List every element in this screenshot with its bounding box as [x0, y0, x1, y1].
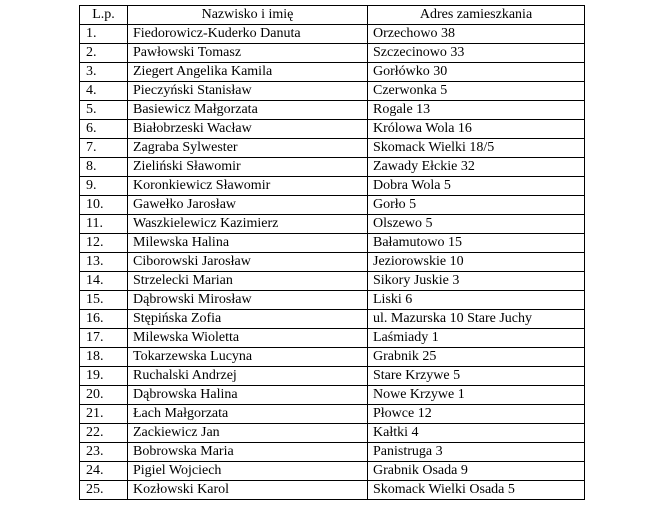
row-address: Orzechowo 38	[368, 25, 585, 44]
row-address: Gorłówko 30	[368, 63, 585, 82]
row-name: Ziegert Angelika Kamila	[128, 63, 368, 82]
row-address: Grabnik 25	[368, 348, 585, 367]
row-number: 8.	[80, 158, 128, 177]
table-row	[80, 234, 585, 253]
row-name: Kozłowski Karol	[128, 481, 368, 500]
row-name: Basiewicz Małgorzata	[128, 101, 368, 120]
row-address: Olszewo 5	[368, 215, 585, 234]
table-row	[80, 348, 585, 367]
table-row	[80, 329, 585, 348]
row-name: Pawłowski Tomasz	[128, 44, 368, 63]
row-name: Bobrowska Maria	[128, 443, 368, 462]
row-number: 10.	[80, 196, 128, 215]
row-address: Nowe Krzywe 1	[368, 386, 585, 405]
table-row	[80, 253, 585, 272]
row-name: Łach Małgorzata	[128, 405, 368, 424]
residents-table	[79, 5, 585, 500]
row-address: Dobra Wola 5	[368, 177, 585, 196]
row-number: 23.	[80, 443, 128, 462]
table-row	[80, 424, 585, 443]
header-lp: L.p.	[80, 6, 128, 25]
row-address: Laśmiady 1	[368, 329, 585, 348]
row-address: Liski 6	[368, 291, 585, 310]
row-address: Skomack Wielki 18/5	[368, 139, 585, 158]
row-number: 5.	[80, 101, 128, 120]
row-address: Bałamutowo 15	[368, 234, 585, 253]
table-row	[80, 82, 585, 101]
table-body	[80, 25, 585, 500]
row-address: Królowa Wola 16	[368, 120, 585, 139]
row-number: 1.	[80, 25, 128, 44]
row-name: Milewska Wioletta	[128, 329, 368, 348]
row-number: 21.	[80, 405, 128, 424]
header-name: Nazwisko i imię	[128, 6, 368, 25]
row-number: 17.	[80, 329, 128, 348]
row-number: 18.	[80, 348, 128, 367]
row-address: Jeziorowskie 10	[368, 253, 585, 272]
row-address: Czerwonka 5	[368, 82, 585, 101]
row-address: Gorło 5	[368, 196, 585, 215]
row-number: 2.	[80, 44, 128, 63]
table-row	[80, 462, 585, 481]
row-name: Pigiel Wojciech	[128, 462, 368, 481]
table-row	[80, 291, 585, 310]
row-name: Fiedorowicz-Kuderko Danuta	[128, 25, 368, 44]
row-name: Tokarzewska Lucyna	[128, 348, 368, 367]
row-number: 22.	[80, 424, 128, 443]
row-number: 13.	[80, 253, 128, 272]
table-row	[80, 215, 585, 234]
row-address: Stare Krzywe 5	[368, 367, 585, 386]
row-number: 7.	[80, 139, 128, 158]
row-number: 14.	[80, 272, 128, 291]
table-row	[80, 25, 585, 44]
row-number: 15.	[80, 291, 128, 310]
row-address: ul. Mazurska 10 Stare Juchy	[368, 310, 585, 329]
table-row	[80, 120, 585, 139]
row-address: Zawady Ełckie 32	[368, 158, 585, 177]
row-name: Gawełko Jarosław	[128, 196, 368, 215]
row-number: 25.	[80, 481, 128, 500]
table-row	[80, 310, 585, 329]
row-address: Rogale 13	[368, 101, 585, 120]
table-row	[80, 139, 585, 158]
document-sheet	[79, 5, 584, 500]
row-address: Kałtki 4	[368, 424, 585, 443]
table-row	[80, 177, 585, 196]
row-number: 11.	[80, 215, 128, 234]
row-address: Sikory Juskie 3	[368, 272, 585, 291]
row-name: Milewska Halina	[128, 234, 368, 253]
row-name: Dąbrowska Halina	[128, 386, 368, 405]
row-address: Grabnik Osada 9	[368, 462, 585, 481]
row-number: 6.	[80, 120, 128, 139]
row-number: 16.	[80, 310, 128, 329]
row-number: 4.	[80, 82, 128, 101]
row-number: 9.	[80, 177, 128, 196]
header-address: Adres zamieszkania	[368, 6, 585, 25]
table-header-row	[80, 6, 585, 25]
row-name: Zackiewicz Jan	[128, 424, 368, 443]
table-row	[80, 386, 585, 405]
row-address: Płowce 12	[368, 405, 585, 424]
table-row	[80, 405, 585, 424]
table-row	[80, 367, 585, 386]
row-number: 19.	[80, 367, 128, 386]
row-name: Białobrzeski Wacław	[128, 120, 368, 139]
table-row	[80, 481, 585, 500]
row-name: Stępińska Zofia	[128, 310, 368, 329]
row-number: 3.	[80, 63, 128, 82]
table-row	[80, 158, 585, 177]
table-row	[80, 196, 585, 215]
row-address: Panistruga 3	[368, 443, 585, 462]
row-name: Waszkielewicz Kazimierz	[128, 215, 368, 234]
table-row	[80, 272, 585, 291]
row-name: Ruchalski Andrzej	[128, 367, 368, 386]
table-row	[80, 63, 585, 82]
row-name: Dąbrowski Mirosław	[128, 291, 368, 310]
row-number: 20.	[80, 386, 128, 405]
table-row	[80, 443, 585, 462]
row-address: Szczecinowo 33	[368, 44, 585, 63]
row-number: 12.	[80, 234, 128, 253]
row-name: Koronkiewicz Sławomir	[128, 177, 368, 196]
row-name: Ciborowski Jarosław	[128, 253, 368, 272]
row-number: 24.	[80, 462, 128, 481]
row-name: Zagraba Sylwester	[128, 139, 368, 158]
table-row	[80, 44, 585, 63]
table-row	[80, 101, 585, 120]
row-name: Pieczyński Stanisław	[128, 82, 368, 101]
row-name: Zieliński Sławomir	[128, 158, 368, 177]
row-address: Skomack Wielki Osada 5	[368, 481, 585, 500]
row-name: Strzelecki Marian	[128, 272, 368, 291]
